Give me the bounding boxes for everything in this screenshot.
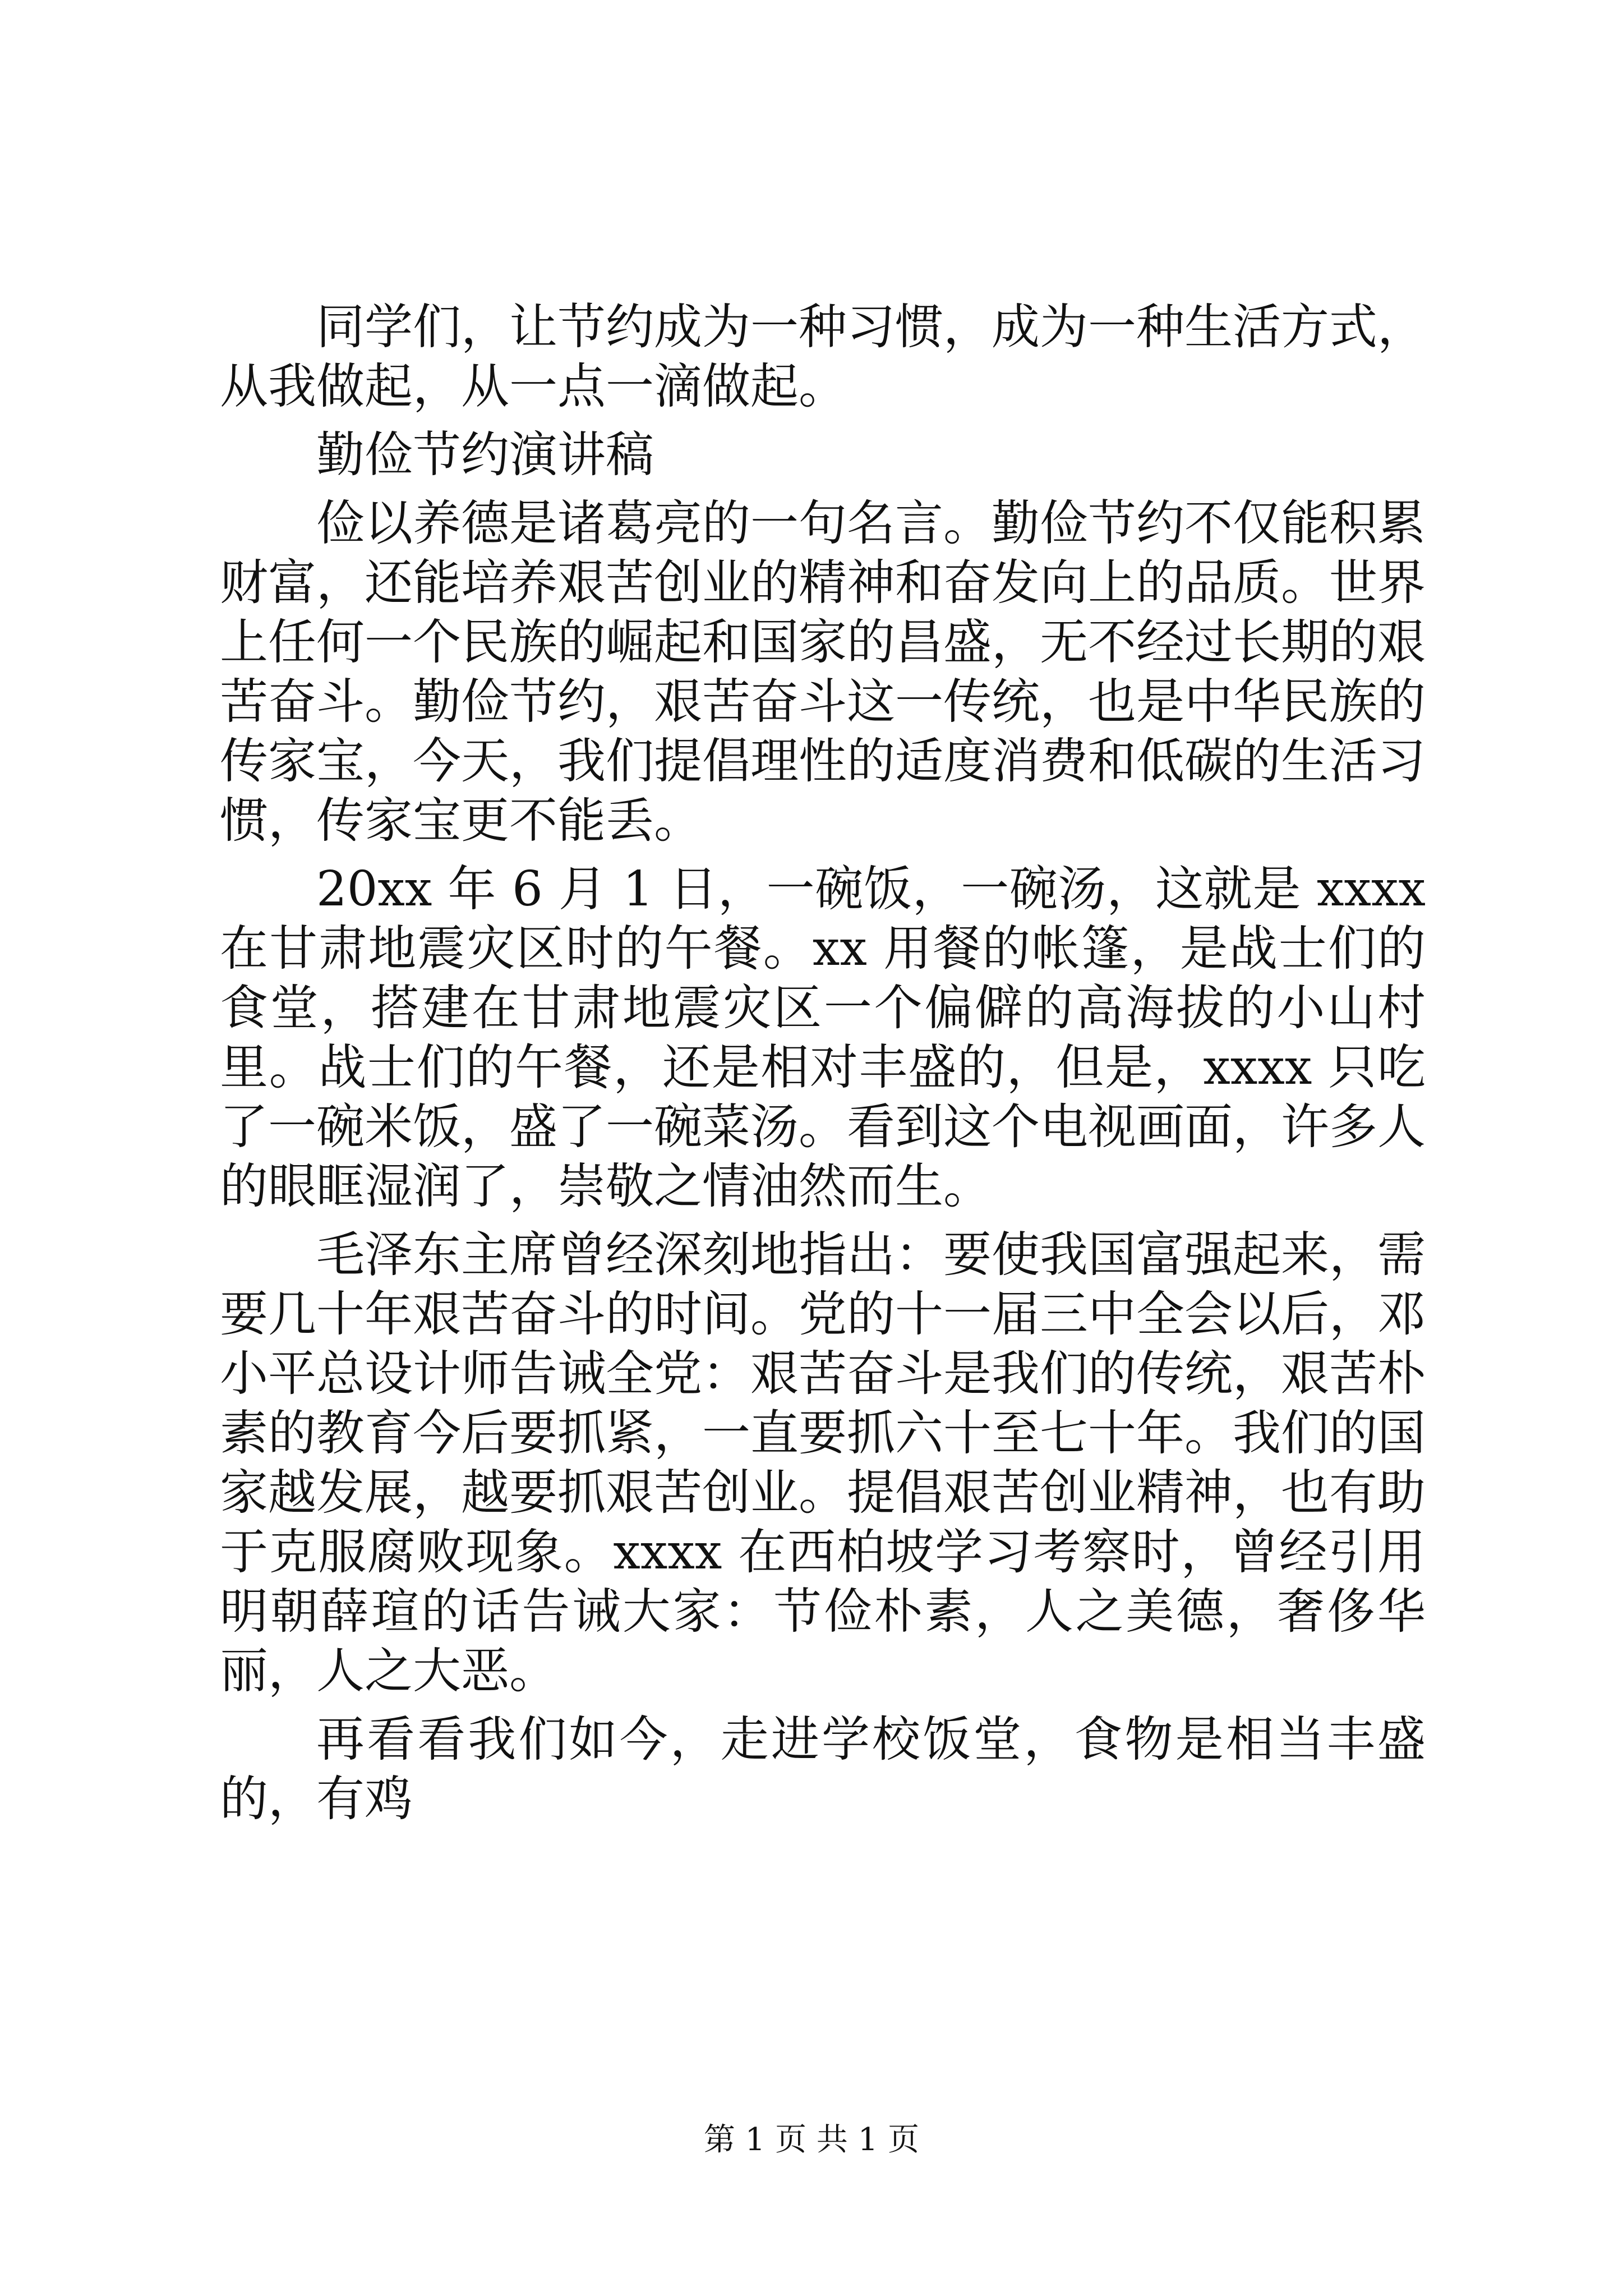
document-body <box>220 297 1426 1838</box>
paragraph-hard-work-tradition: 毛泽东主席曾经深刻地指出：要使我国富强起来，需要几十年艰苦奋斗的时间。党的十一届三中全会以后，邓小平总设计师告诫全党：艰苦奋斗是我们的传统，艰苦朴素的教育今后要抓紧，一直要抓六十至七十年。我们的国家越发展，越要抓艰苦创业。提倡艰苦创业精神，也有助于克服腐败现象。xxxx 在西柏坡学习考察时，曾经引用明朝薛瑄的话告诫大家：节俭朴素，人之美德，奢侈华丽，人之大恶。 <box>220 1227 1426 1699</box>
paragraph-closing-call: 同学们，让节约成为一种习惯，成为一种生活方式，从我做起，从一点一滴做起。 <box>220 299 1426 415</box>
paragraph-school-canteen: 再看看我们如今，走进学校饭堂，食物是相当丰盛的，有鸡 <box>220 1711 1426 1827</box>
paragraph-earthquake-lunch: 20xx 年 6 月 1 日，一碗饭，一碗汤，这就是 xxxx 在甘肃地震灾区时的午餐。xx 用餐的帐篷，是战士们的食堂，搭建在甘肃地震灾区一个偏僻的高海拔的小山村里。战士们的午餐，还是相对丰盛的，但是，xxxx 只吃了一碗米饭，盛了一碗菜汤。看到这个电视画面，许多人的眼眶湿润了，崇敬之情油然而生。 <box>220 861 1426 1214</box>
speech-heading: 勤俭节约演讲稿 <box>316 427 654 483</box>
page-footer: 第 1 页 共 1 页 <box>703 2122 920 2158</box>
paragraph-thrift-virtue: 俭以养德是诸葛亮的一句名言。勤俭节约不仅能积累财富，还能培养艰苦创业的精神和奋发向上的品质。世界上任何一个民族的崛起和国家的昌盛，无不经过长期的艰苦奋斗。勤俭节约，艰苦奋斗这一传统，也是中华民族的传家宝，今天，我们提倡理性的适度消费和低碳的生活习惯，传家宝更不能丢。 <box>220 495 1426 849</box>
